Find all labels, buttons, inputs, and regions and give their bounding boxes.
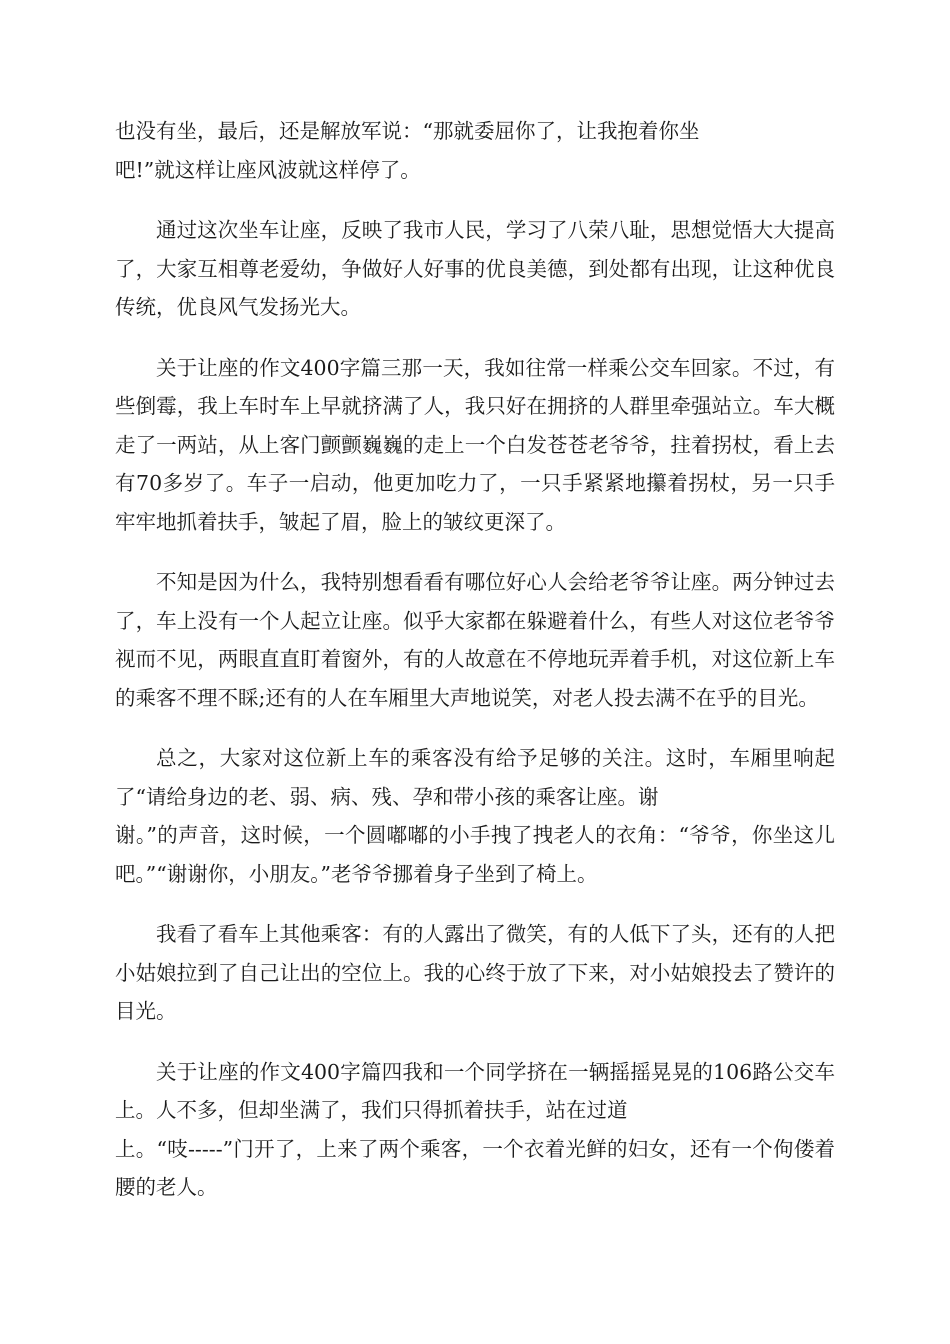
- document-body: [115, 112, 835, 1229]
- paragraph-3: 关于让座的作文400字篇三那一天，我如往常一样乘公交车回家。不过，有些倒霉，我上车时车上早就挤满了人，我只好在拥挤的人群里牵强站立。车大概走了一两站，从上客门颤颤巍巍的走上一个白发苍苍老爷爷，拄着拐杖，看上去有70多岁了。车子一启动，他更加吃力了，一只手紧紧地攥着拐杖，另一只手牢牢地抓着扶手，皱起了眉，脸上的皱纹更深了。: [115, 355, 835, 534]
- paragraph-4: 不知是因为什么，我特别想看看有哪位好心人会给老爷爷让座。两分钟过去了，车上没有一个人起立让座。似乎大家都在躲避着什么，有些人对这位老爷爷视而不见，两眼直直盯着窗外，有的人故意在不停地玩弄着手机，对这位新上车的乘客不理不睬;还有的人在车厢里大声地说笑，对老人投去满不在乎的目光。: [115, 570, 835, 710]
- paragraph-1: 也没有坐，最后，还是解放军说：“那就委屈你了，让我抱着你坐 吧!”就这样让座风波就这样停了。: [115, 119, 700, 182]
- paragraph-5: 总之，大家对这位新上车的乘客没有给予足够的关注。这时，车厢里响起了“请给身边的老、弱、病、残、孕和带小孩的乘客让座。谢 谢。”的声音，这时候，一个圆嘟嘟的小手拽了拽老人的衣角：“爷爷，你坐这儿吧。”“谢谢你，小朋友。”老爷爷挪着身子坐到了椅上。: [115, 746, 835, 886]
- paragraph-6: 我看了看车上其他乘客：有的人露出了微笑，有的人低下了头，还有的人把小姑娘拉到了自己让出的空位上。我的心终于放了下来，对小姑娘投去了赞许的目光。: [115, 922, 835, 1023]
- paragraph-2: 通过这次坐车让座，反映了我市人民，学习了八荣八耻，思想觉悟大大提高了，大家互相尊老爱幼，争做好人好事的优良美德，到处都有出现，让这种优良传统，优良风气发扬光大。: [115, 218, 835, 319]
- paragraph-7: 关于让座的作文400字篇四我和一个同学挤在一辆摇摇晃晃的106路公交车上。人不多，但却坐满了，我们只得抓着扶手，站在过道 上。“吱-----”门开了，上来了两个乘客，一个衣着光鲜的妇女，还有一个佝偻着腰的老人。: [115, 1059, 835, 1199]
